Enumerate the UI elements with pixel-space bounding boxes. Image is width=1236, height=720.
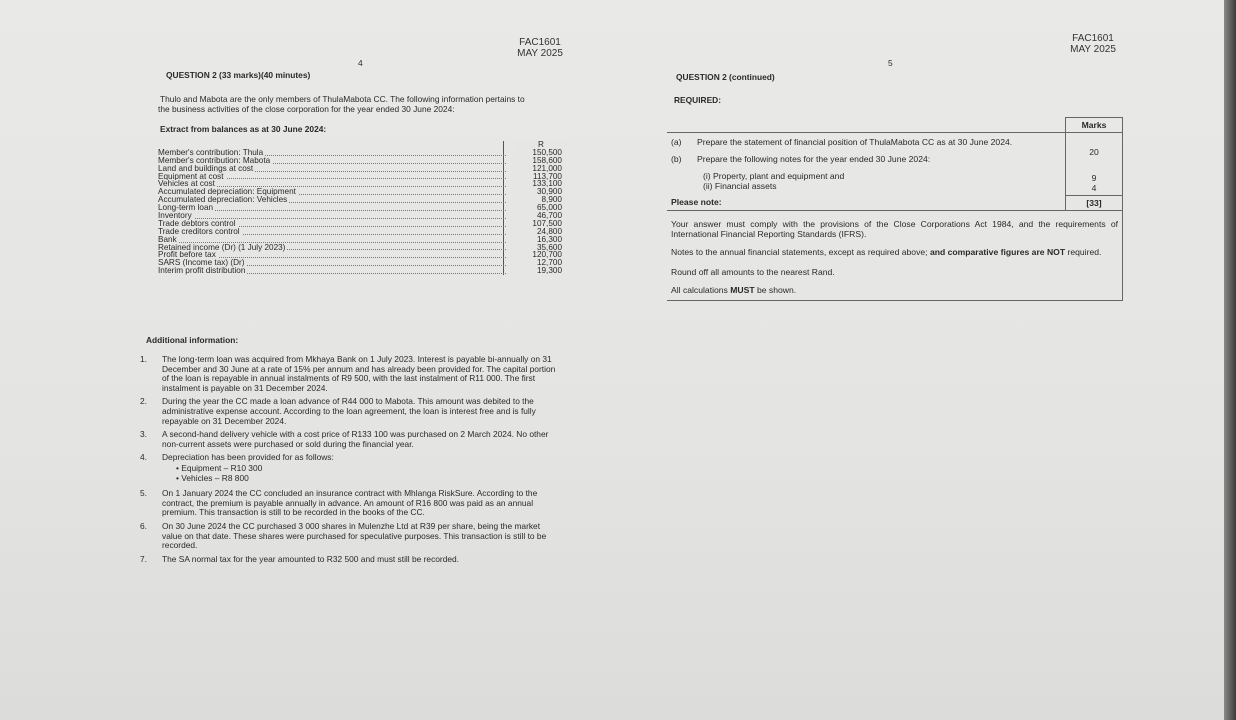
note-1 — [140, 355, 560, 393]
right-question-title: QUESTION 2 (continued) — [676, 72, 775, 82]
note-text: The SA normal tax for the year amounted to R32 500 and must still be recorded. — [162, 553, 460, 564]
depreciation-bullet-2: • Vehicles – R8 800 — [176, 472, 249, 483]
balance-amount: 121,000 — [512, 165, 566, 173]
note-4 — [140, 453, 560, 463]
note-5 — [140, 489, 560, 518]
note-text: On 30 June 2024 the CC purchased 3 000 shares in Mulenzhe Ltd at R39 per share, being the market value on that date. These shares were purchased for speculative purposes. This transaction is still to be recorded. — [162, 520, 547, 551]
balance-amount: 19,300 — [512, 267, 566, 275]
note-number: 1. — [140, 354, 147, 364]
requirement-b-i-marks: 9 — [1091, 173, 1097, 183]
balance-amount: 12,700 — [512, 259, 566, 267]
left-session: MAY 2025 — [517, 48, 563, 59]
balance-label: SARS (Income tax) (Dr) — [158, 258, 245, 268]
balance-amount: 107,500 — [512, 220, 566, 228]
note-7 — [140, 555, 560, 565]
balance-amount: 150,500 — [512, 149, 566, 157]
balance-label: Interim profit distribution — [158, 266, 246, 276]
intro-line-2: the business activities of the close corporation for the year ended 30 June 2024: — [158, 104, 455, 114]
balance-label: Trade debtors control — [158, 218, 236, 228]
balance-amount: 24,800 — [512, 228, 566, 236]
requirement-row — [667, 133, 1123, 196]
requirement-b-i: (i) Property, plant and equipment and — [703, 171, 845, 181]
balance-row — [158, 204, 566, 212]
balance-row — [158, 244, 566, 252]
right-course-code: FAC1601 — [1072, 33, 1114, 44]
balance-amount: 113,700 — [512, 173, 566, 181]
balance-label: Accumulated depreciation: Equipment — [158, 187, 296, 197]
required-label: REQUIRED: — [674, 95, 721, 105]
note-2 — [140, 397, 560, 426]
requirement-a-marks: 20 — [1089, 147, 1099, 157]
please-note-3: Round off all amounts to the nearest Rand. — [671, 267, 835, 277]
balance-row — [158, 228, 566, 236]
required-table — [667, 117, 1123, 301]
balance-amount: 46,700 — [512, 212, 566, 220]
right-session: MAY 2025 — [1070, 44, 1116, 55]
balance-label: Bank — [158, 234, 177, 244]
balance-row — [158, 173, 566, 181]
balance-label: Equipment at cost — [158, 171, 224, 181]
note-text: On 1 January 2024 the CC concluded an insurance contract with Mhlanga RiskSure. According to the contract, the premium is payable annually in advance. An amount of R16 800 was paid as an annual premium. This transaction is still to be recorded in the books of the CC. — [162, 488, 538, 518]
note-number: 6. — [140, 520, 147, 531]
note-text: Depreciation has been provided for as follows: — [162, 452, 334, 463]
background-edge — [1224, 0, 1236, 720]
note-6 — [140, 522, 560, 551]
currency-header: R — [516, 141, 566, 149]
balance-amount: 158,600 — [512, 157, 566, 165]
additional-info-title: Additional information: — [146, 335, 239, 345]
balance-label: Member's contribution: Mabota — [158, 155, 271, 165]
balance-row — [158, 267, 566, 275]
please-note-4: All calculations MUST be shown. — [671, 285, 797, 295]
note-number: 7. — [140, 553, 147, 564]
please-note-1: Your answer must comply with the provisions of the Close Corporations Act 1984, and the requirements of International Financial Reporting Standards (IFRS). — [671, 219, 1118, 239]
left-question-title: QUESTION 2 (33 marks)(40 minutes) — [166, 70, 311, 80]
balance-amount: 30,900 — [512, 188, 566, 196]
intro-text — [160, 94, 580, 114]
balance-row — [158, 196, 566, 204]
note-text: The long-term loan was acquired from Mkhaya Bank on 1 July 2023. Interest is payable bi-annually on 31 December and 30 June at a rate of 15% per annum and has already been provided for. The capital portion of the loan is repayable in annual instalments of R9 500, with the last instalment of R11 000. The first instalment is payable on 31 December 2024. — [162, 354, 556, 393]
note-number: 2. — [140, 396, 147, 407]
requirement-b-ii: (ii) Financial assets — [703, 181, 777, 191]
balance-amount: 16,300 — [512, 236, 566, 244]
requirement-a: (a) Prepare the statement of financial position of ThulaMabota CC as at 30 June 2024. — [671, 137, 1013, 147]
balance-label: Profit before tax — [158, 250, 216, 260]
balance-amount: 120,700 — [512, 251, 566, 259]
marks-header: Marks — [1066, 118, 1123, 133]
please-note-2: Notes to the annual financial statements, except as required above; and comparative figures are NOT required. — [671, 247, 1102, 257]
additional-notes — [140, 355, 560, 568]
note-number: 4. — [140, 452, 147, 463]
balance-label: Retained income (Dr) (1 July 2023) — [158, 242, 286, 252]
balance-label: Accumulated depreciation: Vehicles — [158, 195, 288, 205]
balance-label: Inventory — [158, 211, 192, 221]
right-header — [1058, 33, 1128, 55]
balance-amount: 133,100 — [512, 180, 566, 188]
please-note-label: Please note: — [671, 197, 722, 207]
balance-label: Long-term loan — [158, 203, 214, 213]
balance-amount: 35,600 — [512, 244, 566, 252]
right-page-number: 5 — [888, 58, 893, 68]
left-course-code: FAC1601 — [519, 37, 561, 48]
balances-rows — [158, 149, 566, 275]
note-text: A second-hand delivery vehicle with a cost price of R133 100 was purchased on 2 March 2024. No other non-current assets were purchased or sold during the financial year. — [162, 429, 549, 449]
left-header — [505, 37, 575, 59]
requirement-b-ii-marks: 4 — [1091, 183, 1097, 193]
extract-title: Extract from balances as at 30 June 2024: — [160, 124, 327, 134]
balance-label: Vehicles at cost — [158, 179, 215, 189]
note-number: 3. — [140, 429, 147, 440]
balance-amount: 8,900 — [512, 196, 566, 204]
note-text: During the year the CC made a loan advance of R44 000 to Mabota. This amount was debited to the administrative expense account. According to the loan agreement, the loan is interest free and is fully repayable on 31 December 2024. — [162, 396, 536, 426]
depreciation-bullet-1: • Equipment – R10 300 — [176, 462, 263, 473]
intro-line-1: Thulo and Mabota are the only members of ThulaMabota CC. The following information pertains to — [160, 94, 525, 104]
requirement-b: (b) Prepare the following notes for the year ended 30 June 2024: — [671, 154, 931, 164]
note-number: 5. — [140, 488, 147, 499]
balances-list — [158, 141, 566, 275]
marks-header-row — [667, 118, 1123, 133]
balance-label: Land and buildings at cost — [158, 163, 254, 173]
total-marks: [33] — [1066, 196, 1123, 211]
note-3 — [140, 430, 560, 449]
left-page-number: 4 — [358, 58, 363, 68]
balance-amount: 65,000 — [512, 204, 566, 212]
balance-label: Trade creditors control — [158, 226, 240, 236]
please-note-row — [667, 211, 1123, 301]
balance-label: Member's contribution: Thula — [158, 147, 264, 157]
